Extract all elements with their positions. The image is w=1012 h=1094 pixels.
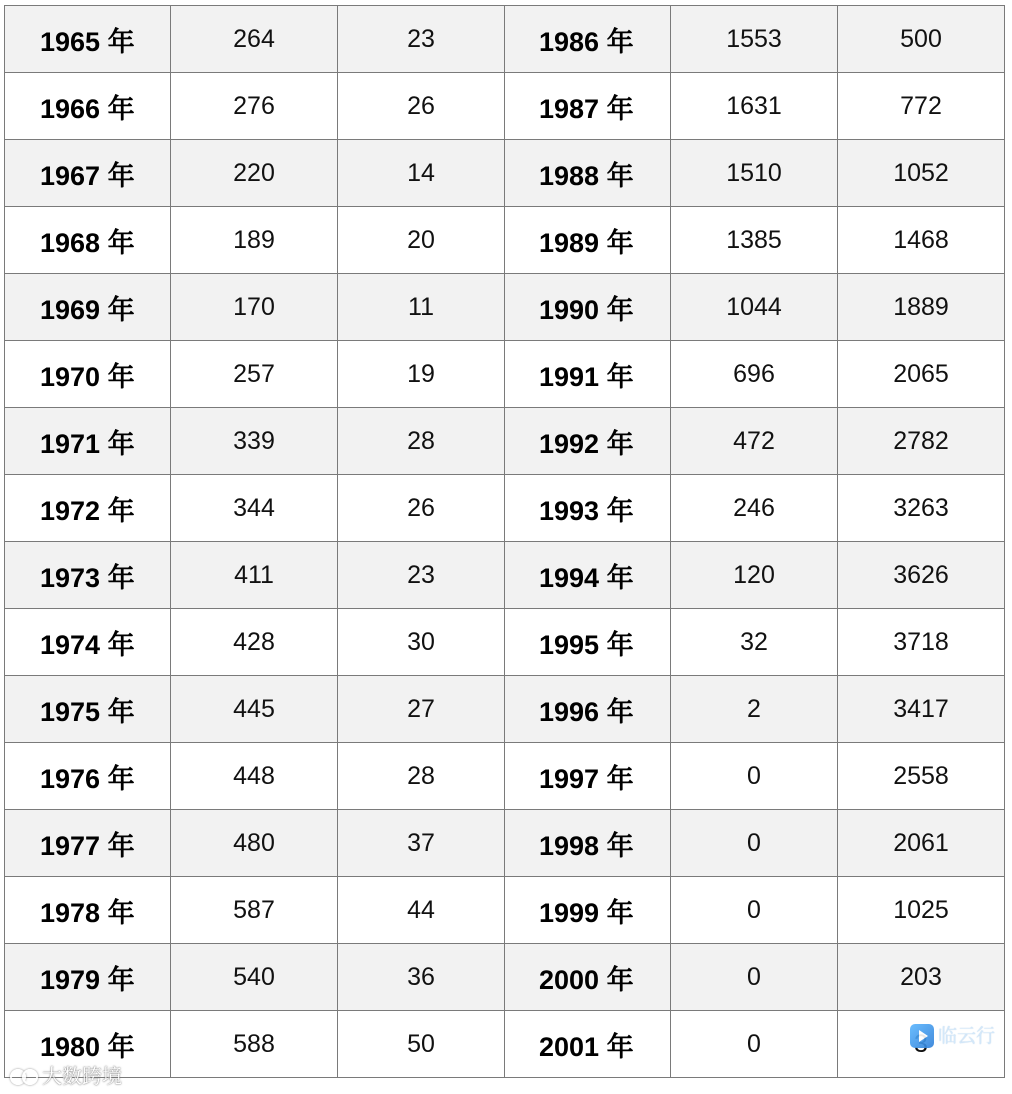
table-row [5,73,1005,140]
value-cell: 3718 [838,609,1005,676]
year-cell-left: 1973 年 [5,542,171,609]
value-cell: 20 [338,207,505,274]
year-cell-left: 1971 年 [5,408,171,475]
value-cell: 772 [838,73,1005,140]
year-cell-left: 1979 年 [5,944,171,1011]
year-cell-left: 1965 年 [5,6,171,73]
value-cell: 1510 [671,140,838,207]
value-cell: 28 [338,743,505,810]
value-cell: 2065 [838,341,1005,408]
year-cell-left: 1978 年 [5,877,171,944]
year-cell-left: 1974 年 [5,609,171,676]
value-cell: 1889 [838,274,1005,341]
year-cell-right: 1998 年 [505,810,671,877]
value-cell: 189 [171,207,338,274]
value-cell: 1631 [671,73,838,140]
table-row [5,341,1005,408]
table-row [5,542,1005,609]
table-row [5,676,1005,743]
year-cell-left: 1975 年 [5,676,171,743]
value-cell: 480 [171,810,338,877]
value-cell: 428 [171,609,338,676]
value-cell: 1025 [838,877,1005,944]
value-cell: 472 [671,408,838,475]
value-cell: 1553 [671,6,838,73]
year-cell-right: 1999 年 [505,877,671,944]
value-cell: 3263 [838,475,1005,542]
value-cell: 23 [338,542,505,609]
value-cell: 0 [671,877,838,944]
value-cell: 587 [171,877,338,944]
year-cell-right: 2000 年 [505,944,671,1011]
value-cell: 2558 [838,743,1005,810]
year-cell-left: 1976 年 [5,743,171,810]
year-cell-left: 1966 年 [5,73,171,140]
value-cell: 500 [838,6,1005,73]
value-cell: 246 [671,475,838,542]
value-cell: 264 [171,6,338,73]
value-cell: 1052 [838,140,1005,207]
year-cell-right: 2001 年 [505,1011,671,1078]
table-row [5,743,1005,810]
year-cell-right: 1997 年 [505,743,671,810]
year-cell-left: 1977 年 [5,810,171,877]
value-cell: 220 [171,140,338,207]
value-cell: 2782 [838,408,1005,475]
year-cell-right: 1989 年 [505,207,671,274]
value-cell: 203 [838,944,1005,1011]
value-cell: 344 [171,475,338,542]
year-cell-left: 1969 年 [5,274,171,341]
value-cell: 170 [171,274,338,341]
value-cell: 36 [338,944,505,1011]
play-logo-icon [910,1024,934,1048]
value-cell: 30 [338,609,505,676]
watermark-left-text: 大数跨境 [42,1064,122,1088]
value-cell: 696 [671,341,838,408]
value-cell: 3417 [838,676,1005,743]
value-cell: 26 [338,475,505,542]
table-row [5,6,1005,73]
value-cell: 540 [171,944,338,1011]
year-cell-right: 1987 年 [505,73,671,140]
year-cell-right: 1988 年 [505,140,671,207]
value-cell: 23 [338,6,505,73]
year-cell-right: 1995 年 [505,609,671,676]
value-cell: 44 [338,877,505,944]
table-row [5,408,1005,475]
year-cell-left: 1970 年 [5,341,171,408]
value-cell: 19 [338,341,505,408]
watermark-right-text: 临云行 [938,1024,996,1047]
table-row [5,877,1005,944]
value-cell: 0 [671,810,838,877]
value-cell: 50 [338,1011,505,1078]
value-cell: 120 [671,542,838,609]
year-cell-right: 1991 年 [505,341,671,408]
year-cell-right: 1992 年 [505,408,671,475]
data-table [4,5,1005,1078]
value-cell: 2061 [838,810,1005,877]
table-row [5,274,1005,341]
value-cell: 1385 [671,207,838,274]
value-cell: 276 [171,73,338,140]
year-cell-left: 1968 年 [5,207,171,274]
value-cell: 339 [171,408,338,475]
value-cell: 0 [671,944,838,1011]
table-row [5,944,1005,1011]
value-cell: 448 [171,743,338,810]
table-row [5,207,1005,274]
value-cell: 0 [671,743,838,810]
year-cell-right: 1994 年 [505,542,671,609]
table-row [5,1011,1005,1078]
year-cell-right: 1996 年 [505,676,671,743]
watermark-left [8,1060,122,1089]
year-cell-right: 1993 年 [505,475,671,542]
value-cell: 27 [338,676,505,743]
year-cell-left: 1972 年 [5,475,171,542]
value-cell: 14 [338,140,505,207]
value-cell: 28 [338,408,505,475]
value-cell: 257 [171,341,338,408]
table-row [5,140,1005,207]
value-cell: 1468 [838,207,1005,274]
value-cell: 3626 [838,542,1005,609]
watermark-right [910,1024,995,1048]
value-cell: 32 [671,609,838,676]
value-cell: 11 [338,274,505,341]
value-cell: 1044 [671,274,838,341]
value-cell: 588 [171,1011,338,1078]
year-cell-right: 1990 年 [505,274,671,341]
year-cell-right: 1986 年 [505,6,671,73]
value-cell: 445 [171,676,338,743]
table-body [5,6,1005,1078]
value-cell: 26 [338,73,505,140]
table-row [5,475,1005,542]
value-cell: 411 [171,542,338,609]
watermark-logo-icon [8,1065,38,1085]
table-row [5,609,1005,676]
value-cell: 37 [338,810,505,877]
year-cell-left: 1980 年 [5,1011,171,1078]
value-cell: 2 [671,676,838,743]
year-cell-left: 1967 年 [5,140,171,207]
table-row [5,810,1005,877]
value-cell: 0 [671,1011,838,1078]
